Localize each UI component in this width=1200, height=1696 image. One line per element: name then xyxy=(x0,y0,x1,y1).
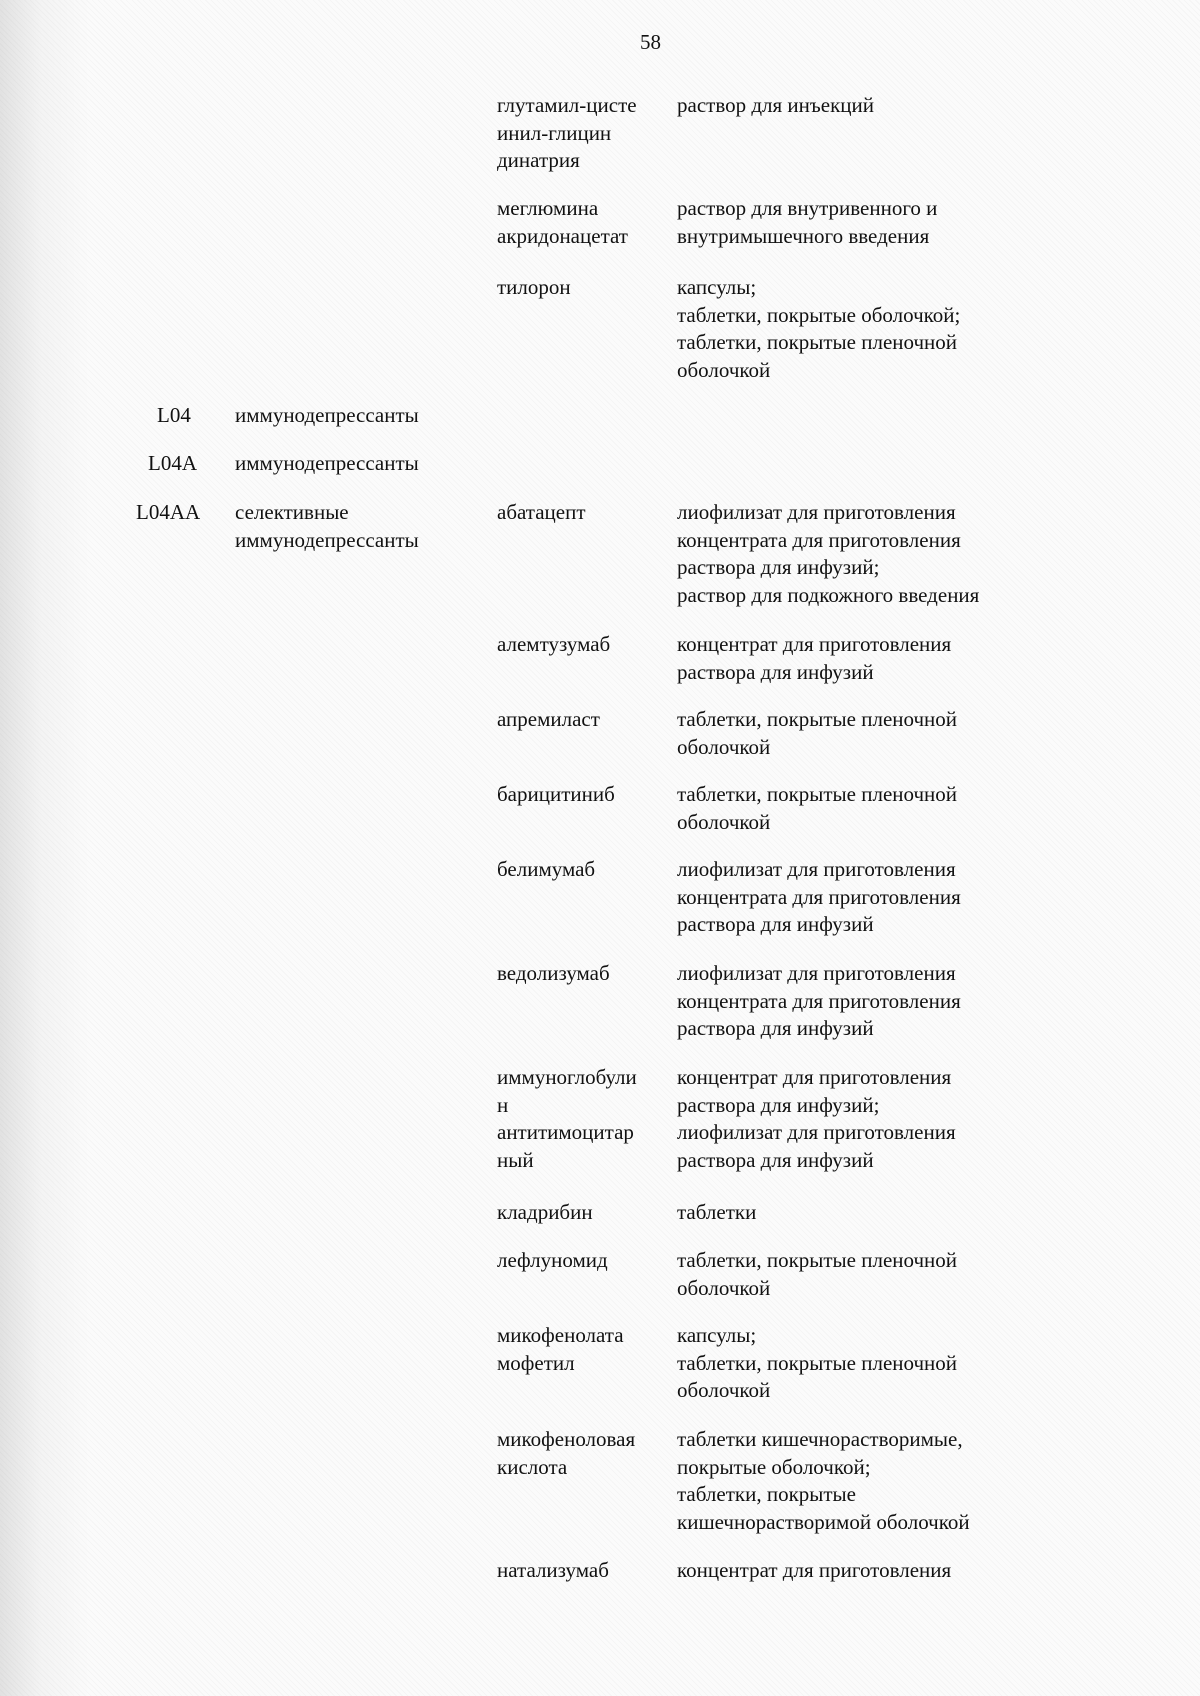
drug-name-line: натализумаб xyxy=(497,1558,609,1582)
dosage-forms-line: лиофилизат для приготовления xyxy=(677,500,956,524)
drug-name-line: апремиласт xyxy=(497,707,600,731)
dosage-forms xyxy=(677,1426,1097,1536)
dosage-forms xyxy=(677,1247,1097,1302)
dosage-forms-line: концентрат для приготовления xyxy=(677,1558,952,1582)
drug-name-line: акридонацетат xyxy=(497,223,628,248)
drug-name-line: антитимоцитар xyxy=(497,1120,634,1144)
atc-code: L04AA xyxy=(136,500,201,524)
dosage-forms-line: таблетки, покрытые пленочной xyxy=(677,330,958,354)
drug-name-line: ведолизумаб xyxy=(497,961,610,985)
drug-name-line: микофенолата xyxy=(497,1323,624,1347)
dosage-forms xyxy=(677,195,1097,250)
page-number: 58 xyxy=(640,30,661,54)
dosage-forms xyxy=(677,1199,1097,1227)
dosage-forms-line: концентрата для приготовления xyxy=(677,527,961,552)
atc-code: L04A xyxy=(148,451,197,475)
drug-name-line: абатацепт xyxy=(497,500,586,524)
drug-name xyxy=(497,499,667,527)
drug-name xyxy=(497,960,667,988)
drug-name xyxy=(497,1064,667,1174)
dosage-forms xyxy=(677,631,1097,686)
dosage-forms-line: таблетки, покрытые пленочной xyxy=(677,1248,958,1272)
drug-name-line: меглюмина xyxy=(497,196,599,220)
dosage-forms-line: таблетки, покрытые пленочной xyxy=(677,782,958,806)
dosage-forms xyxy=(677,1064,1097,1174)
dosage-forms-line: лиофилизат для приготовления xyxy=(677,1120,956,1144)
dosage-forms-line: концентрат для приготовления xyxy=(677,632,952,656)
dosage-forms xyxy=(677,499,1097,609)
drug-name-line: алемтузумаб xyxy=(497,632,611,656)
dosage-forms-line: внутримышечного введения xyxy=(677,223,930,248)
dosage-forms xyxy=(677,274,1097,384)
drug-name-line: микофеноловая xyxy=(497,1427,636,1451)
dosage-forms-line: раствора для инфузий xyxy=(677,912,874,936)
atc-group-name xyxy=(235,499,419,554)
dosage-forms-line: концентрата для приготовления xyxy=(677,988,961,1013)
dosage-forms-line: раствора для инфузий xyxy=(677,1147,874,1172)
dosage-forms-line: раствор для внутривенного и xyxy=(677,196,938,220)
drug-name xyxy=(497,1199,667,1227)
drug-name-line: кислота xyxy=(497,1454,568,1479)
drug-name-line: иммуноглобули xyxy=(497,1065,637,1089)
dosage-forms-line: оболочкой xyxy=(677,1378,771,1402)
dosage-forms xyxy=(677,856,1097,939)
dosage-forms-line: раствор для инъекций xyxy=(677,93,874,117)
drug-name-line: лефлуномид xyxy=(497,1248,608,1272)
dosage-forms-line: раствора для инфузий xyxy=(677,659,874,684)
dosage-forms-line: раствора для инфузий; xyxy=(677,555,880,579)
drug-name xyxy=(497,1322,667,1377)
dosage-forms xyxy=(677,1322,1097,1405)
drug-name-line: белимумаб xyxy=(497,857,596,881)
drug-name-line: барицитиниб xyxy=(497,782,615,806)
dosage-forms xyxy=(677,706,1097,761)
dosage-forms-line: капсулы; xyxy=(677,1323,757,1347)
dosage-forms-line: оболочкой xyxy=(677,1275,771,1300)
drug-name xyxy=(497,781,667,809)
atc-group-name xyxy=(235,402,419,430)
dosage-forms-line: таблетки, покрытые оболочкой; xyxy=(677,302,961,327)
atc-group-name-line: селективные xyxy=(235,500,349,524)
dosage-forms-line: кишечнорастворимой оболочкой xyxy=(677,1509,970,1534)
dosage-forms-line: таблетки, покрытые пленочной xyxy=(677,1350,958,1375)
dosage-forms-line: лиофилизат для приготовления xyxy=(677,857,956,881)
dosage-forms-line: концентрат для приготовления xyxy=(677,1065,952,1089)
drug-name-line: глутамил-цисте xyxy=(497,93,637,117)
drug-name-line: динатрия xyxy=(497,148,580,172)
dosage-forms xyxy=(677,960,1097,1043)
drug-name xyxy=(497,706,667,734)
dosage-forms-line: оболочкой xyxy=(677,734,771,759)
atc-group-name xyxy=(235,450,419,478)
dosage-forms-line: таблетки xyxy=(677,1200,757,1224)
dosage-forms-line: таблетки, покрытые пленочной xyxy=(677,707,958,731)
dosage-forms xyxy=(677,92,1097,120)
drug-name xyxy=(497,856,667,884)
dosage-forms-line: концентрата для приготовления xyxy=(677,884,961,909)
dosage-forms-line: покрытые оболочкой; xyxy=(677,1454,871,1479)
drug-name xyxy=(497,1557,667,1585)
dosage-forms-line: раствор для подкожного введения xyxy=(677,582,980,607)
atc-code: L04 xyxy=(157,403,191,427)
drug-name-line: инил-глицин xyxy=(497,120,612,145)
atc-group-name-line: иммунодепрессанты xyxy=(235,527,419,552)
dosage-forms-line: таблетки кишечнорастворимые, xyxy=(677,1427,963,1451)
dosage-forms-line: лиофилизат для приготовления xyxy=(677,961,956,985)
drug-name-line: кладрибин xyxy=(497,1200,593,1224)
dosage-forms-line: оболочкой xyxy=(677,809,771,834)
dosage-forms xyxy=(677,781,1097,836)
atc-group-name-line: иммунодепрессанты xyxy=(235,403,419,427)
drug-name xyxy=(497,1247,667,1275)
drug-name-line: мофетил xyxy=(497,1350,575,1375)
dosage-forms-line: раствора для инфузий xyxy=(677,1016,874,1040)
drug-name xyxy=(497,1426,667,1481)
dosage-forms-line: раствора для инфузий; xyxy=(677,1092,880,1117)
drug-name-line: н xyxy=(497,1092,509,1117)
drug-name xyxy=(497,631,667,659)
drug-name xyxy=(497,274,667,302)
atc-group-name-line: иммунодепрессанты xyxy=(235,451,419,475)
dosage-forms-line: таблетки, покрытые xyxy=(677,1482,856,1506)
drug-name xyxy=(497,195,667,250)
drug-name xyxy=(497,92,667,175)
dosage-forms-line: капсулы; xyxy=(677,275,757,299)
dosage-forms xyxy=(677,1557,1097,1585)
drug-name-line: тилорон xyxy=(497,275,571,299)
dosage-forms-line: оболочкой xyxy=(677,357,771,382)
drug-name-line: ный xyxy=(497,1147,534,1172)
